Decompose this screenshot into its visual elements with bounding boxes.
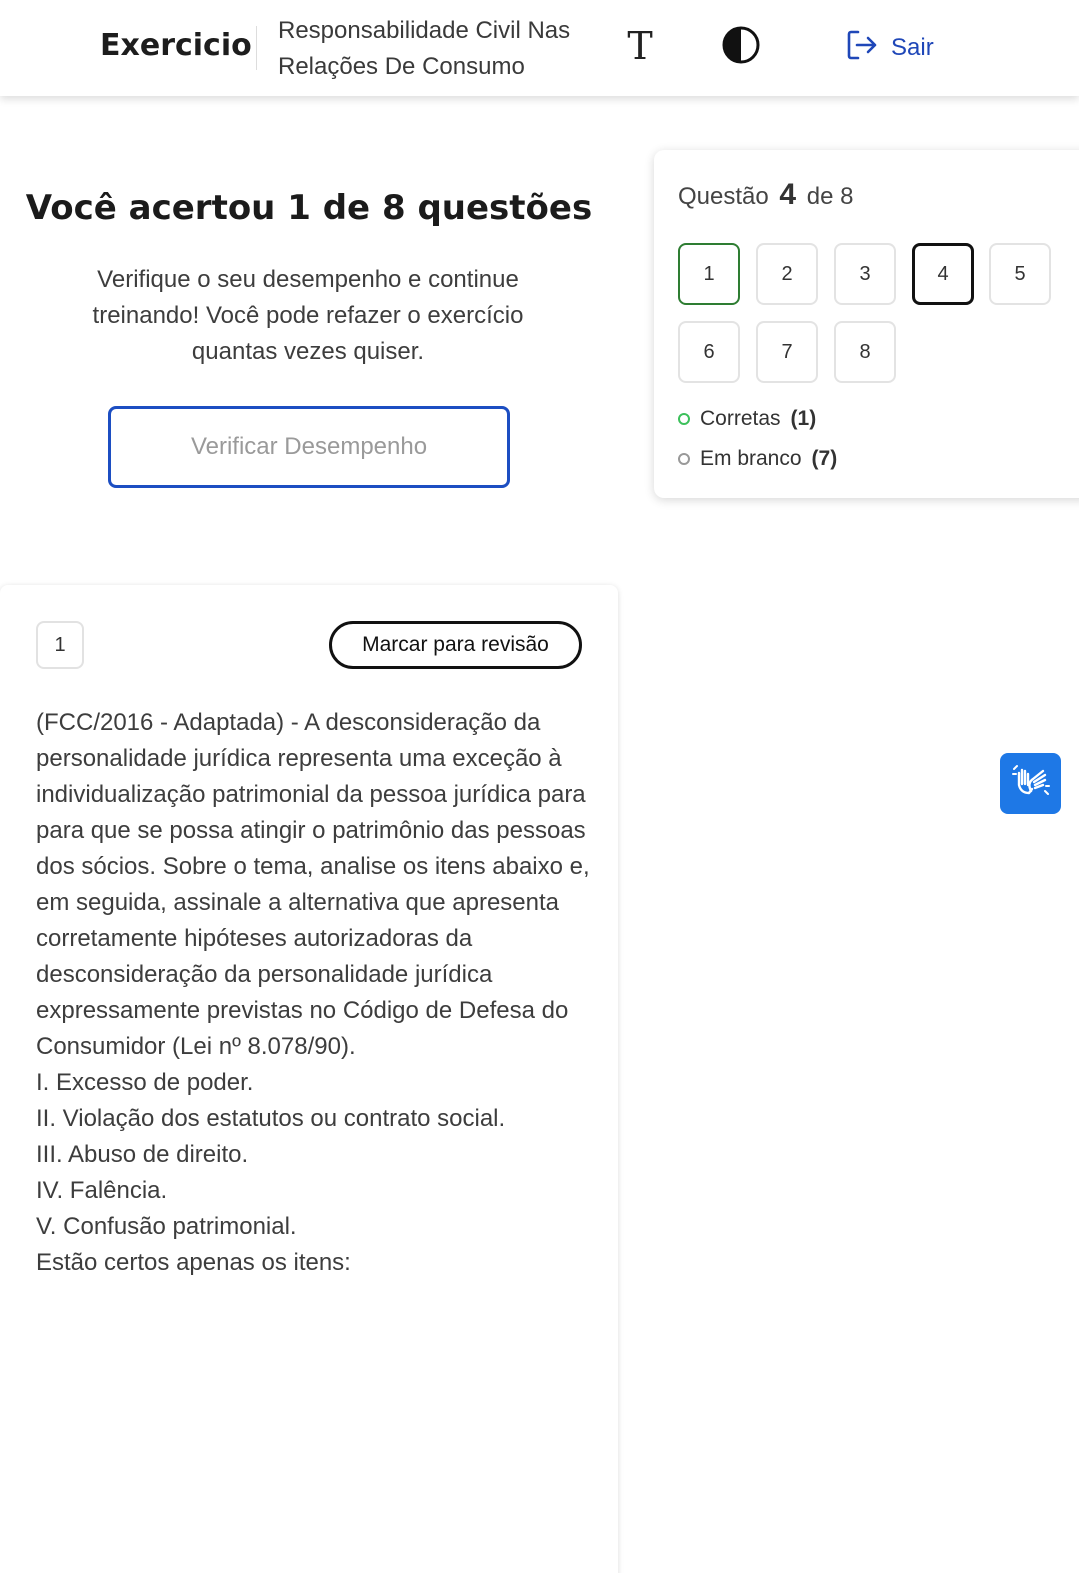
question-item: II. Violação dos estatutos ou contrato social.	[36, 1105, 506, 1132]
question-item: IV. Falência.	[36, 1177, 168, 1204]
question-card	[0, 585, 618, 1573]
question-button-5[interactable]: 5	[989, 243, 1051, 305]
question-item: I. Excesso de poder.	[36, 1069, 254, 1096]
course-title-line1: Responsabilidade Civil Nas	[278, 17, 571, 44]
question-button-7[interactable]: 7	[756, 321, 818, 383]
legend-correct-count: (1)	[790, 407, 817, 430]
mark-for-review-button[interactable]: Marcar para revisão	[329, 621, 582, 669]
sign-language-widget-button[interactable]	[1000, 753, 1061, 814]
question-button-3[interactable]: 3	[834, 243, 896, 305]
result-heading: Você acertou 1 de 8 questões	[25, 188, 593, 228]
result-description: Verifique o seu desempenho e continue treinando! Você pode refazer o exercício quantas vezes quiser.	[92, 266, 524, 365]
question-button-1[interactable]: 1	[678, 243, 740, 305]
question-button-4[interactable]: 4	[912, 243, 974, 305]
legend-blank-label: Em branco	[700, 447, 802, 470]
legend-correct-label: Corretas	[700, 407, 781, 430]
course-title	[278, 13, 608, 85]
logout-button[interactable]	[845, 30, 934, 66]
brand-title: Exercicio	[100, 28, 252, 63]
question-button-2[interactable]: 2	[756, 243, 818, 305]
legend-blank	[678, 447, 837, 471]
logout-icon	[845, 28, 879, 69]
question-closing: Estão certos apenas os itens:	[36, 1249, 351, 1276]
correct-dot-icon	[678, 413, 690, 425]
header-divider	[256, 26, 257, 70]
logout-label: Sair	[891, 34, 934, 61]
question-number-badge: 1	[36, 621, 84, 669]
verify-performance-button[interactable]: Verificar Desempenho	[108, 406, 510, 488]
counter-current: 4	[779, 178, 797, 211]
text-size-icon[interactable]: T	[627, 24, 653, 68]
legend-correct	[678, 407, 816, 431]
blank-dot-icon	[678, 453, 690, 465]
question-button-8[interactable]: 8	[834, 321, 896, 383]
question-item: V. Confusão patrimonial.	[36, 1213, 297, 1240]
top-header	[0, 0, 1079, 96]
question-statement: (FCC/2016 - Adaptada) - A desconsideração da personalidade jurídica representa uma exceção à individualização patrimonial da pessoa jurídica para para que se possa atingir o patrimônio das pessoas dos sócios. Sobre o tema, analise os itens abaixo e, em seguida, assinale a alternativa que apresenta corretamente hipóteses autorizadoras da desconsideração da personalidade jurídica expressamente previstas no Código de Defesa do Consumidor (Lei nº 8.078/90).	[36, 709, 590, 1060]
question-text	[36, 705, 591, 1281]
sign-language-hands-icon	[1011, 761, 1051, 806]
course-title-line2: Relações De Consumo	[278, 53, 525, 80]
question-navigator	[654, 150, 1079, 498]
counter-prefix: Questão	[678, 183, 769, 210]
legend-blank-count: (7)	[811, 447, 838, 470]
question-button-6[interactable]: 6	[678, 321, 740, 383]
question-item: III. Abuso de direito.	[36, 1141, 249, 1168]
counter-suffix: de 8	[806, 183, 854, 210]
contrast-icon[interactable]	[720, 24, 762, 66]
question-counter	[678, 178, 853, 212]
